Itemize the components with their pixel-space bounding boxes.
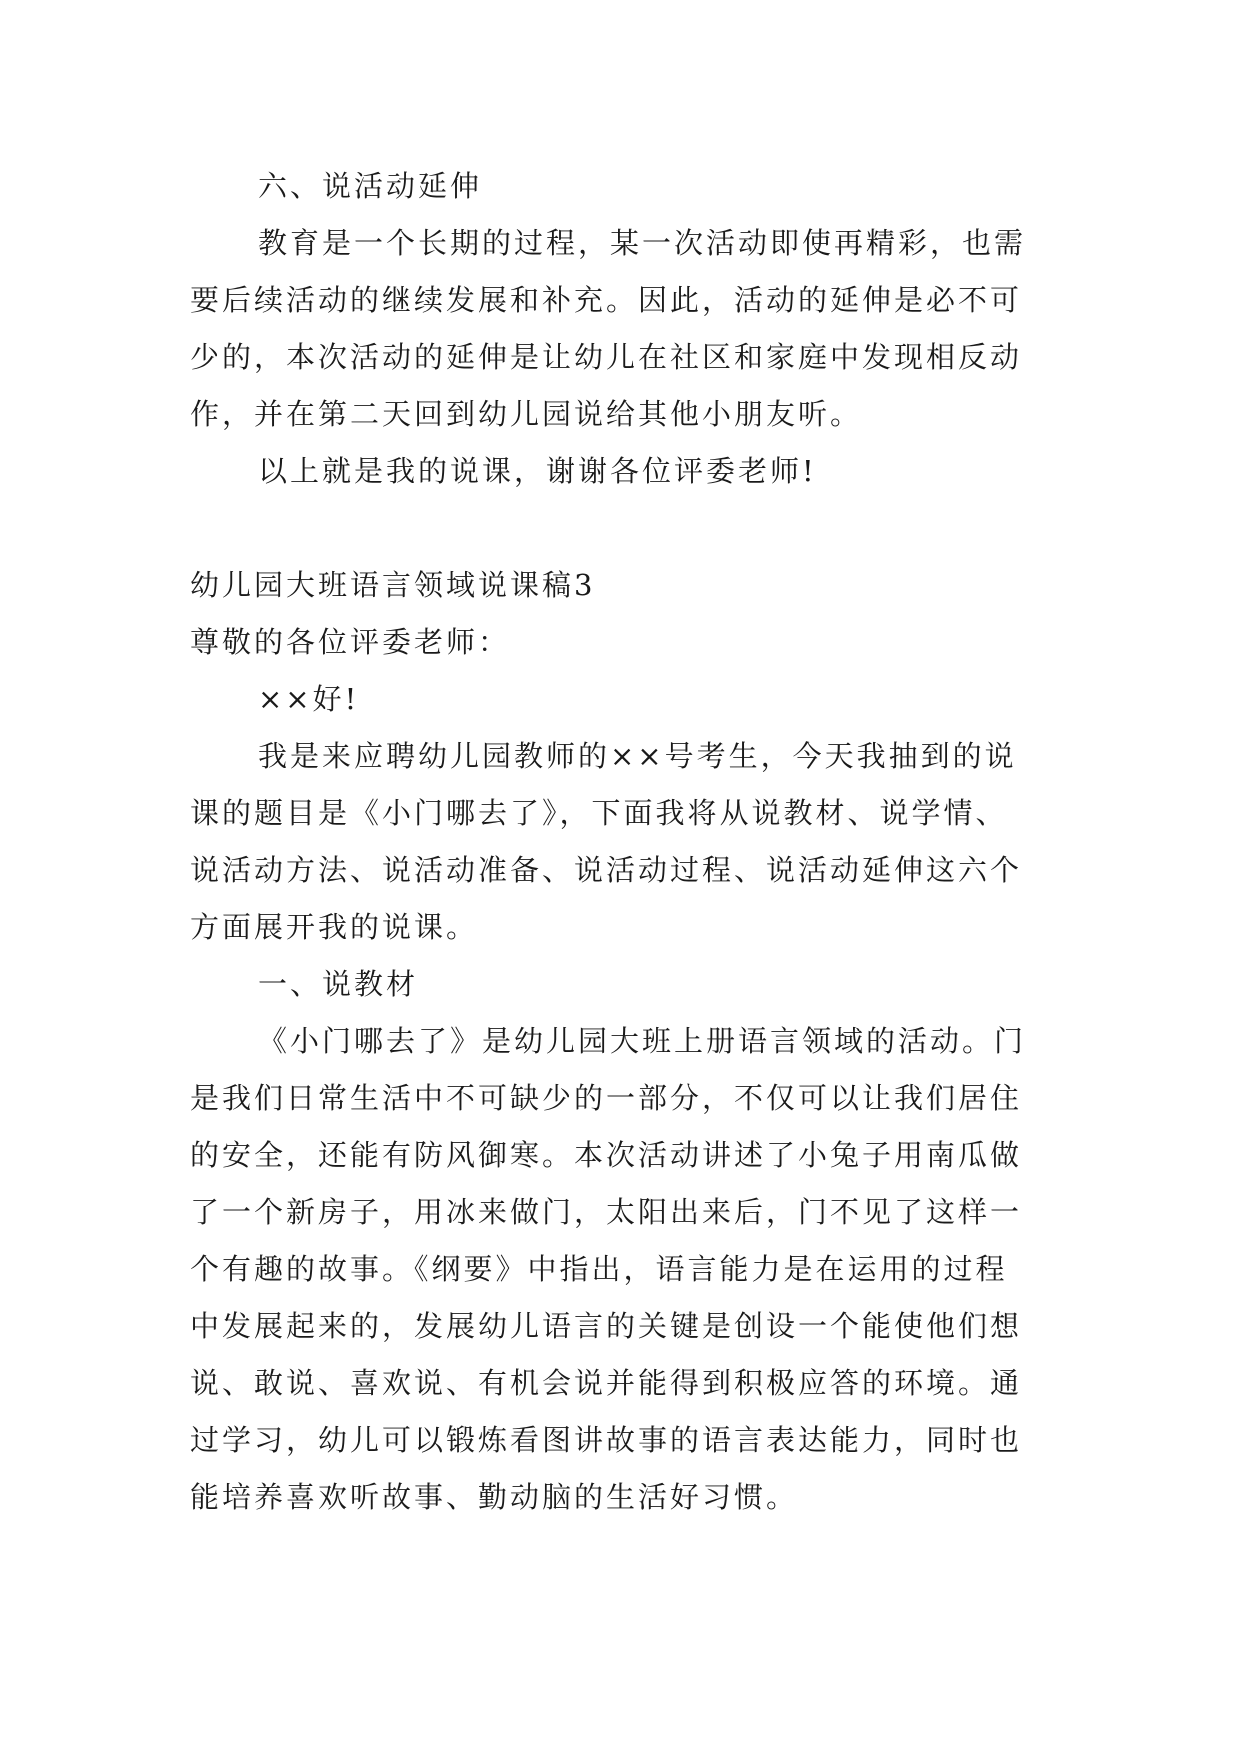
paragraph-line: 教育是一个长期的过程，某一次活动即使再精彩，也需 [258,226,1027,260]
paragraph-line: 是我们日常生活中不可缺少的一部分，不仅可以让我们居住 [190,1081,1023,1115]
paragraph-line: 《小门哪去了》是幼儿园大班上册语言领域的活动。门 [258,1024,1027,1058]
paragraph-line: 课的题目是《小门哪去了》，下面我将从说教材、说学情、 [190,796,1008,830]
section-heading-materials: 一、说教材 [258,967,419,1001]
paragraph-line: 了一个新房子，用冰来做门，太阳出来后，门不见了这样一 [190,1195,1023,1229]
paragraph-line: 过学习，幼儿可以锻炼看图讲故事的语言表达能力，同时也 [190,1423,1023,1457]
paragraph-line: 作，并在第二天回到幼儿园说给其他小朋友听。 [190,397,863,431]
paragraph-line: 少的，本次活动的延伸是让幼儿在社区和家庭中发现相反动 [190,340,1023,374]
paragraph-line: 个有趣的故事。《纲要》中指出，语言能力是在运用的过程 [190,1252,1008,1286]
spacer [190,500,1050,557]
document-page [190,158,1050,1526]
paragraph-line: 我是来应聘幼儿园教师的××号考生，今天我抽到的说 [258,739,1017,773]
paragraph-line: 要后续活动的继续发展和补充。因此，活动的延伸是必不可 [190,283,1023,317]
paragraph-line: 能培养喜欢听故事、勤动脑的生活好习惯。 [190,1480,799,1514]
document-title: 幼儿园大班语言领域说课稿3 [190,568,596,602]
paragraph-line: 的安全，还能有防风御寒。本次活动讲述了小兔子用南瓜做 [190,1138,1023,1172]
paragraph-line: 说活动方法、说活动准备、说活动过程、说活动延伸这六个 [190,853,1023,887]
paragraph-line: 中发展起来的，发展幼儿语言的关键是创设一个能使他们想 [190,1309,1023,1343]
paragraph-line: 说、敢说、喜欢说、有机会说并能得到积极应答的环境。通 [190,1366,1023,1400]
salutation: 尊敬的各位评委老师： [190,625,511,659]
greeting: ××好! [258,682,360,716]
section-heading-extension: 六、说活动延伸 [258,169,483,203]
closing-line: 以上就是我的说课，谢谢各位评委老师! [258,454,817,488]
paragraph-line: 方面展开我的说课。 [190,910,479,944]
